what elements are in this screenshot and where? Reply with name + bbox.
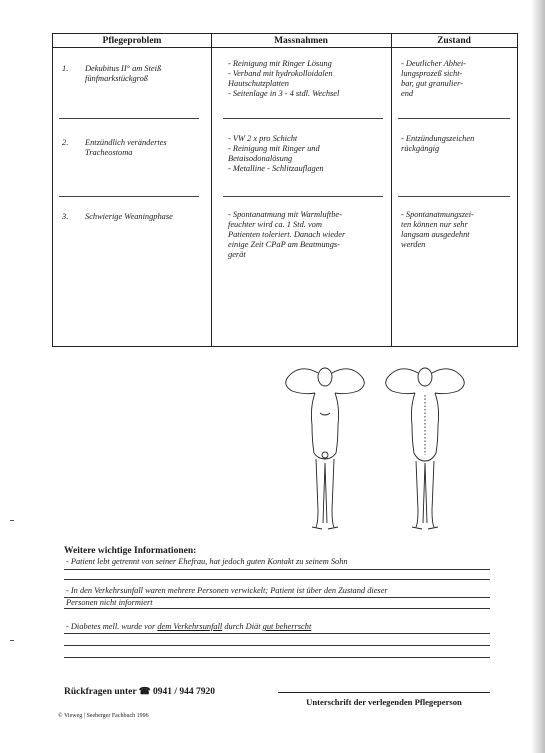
- ruled-line: [64, 633, 490, 634]
- row-separator: [223, 118, 383, 119]
- ruled-line: [64, 569, 490, 570]
- row-number: 3.: [62, 212, 69, 221]
- margin-mark: [10, 640, 14, 641]
- header-measures: Massnahmen: [274, 36, 328, 46]
- row-separator: [59, 196, 199, 197]
- info-line-3-text: durch Diät: [222, 622, 263, 631]
- measures-cell: - Spontanatmung mit Warmluftbe- feuchter wird ca. 1 Std. vom Patienten toleriert. Danach wieder einige Zeit CPaP am Beatmungs- gerät: [228, 210, 346, 259]
- problem-cell: Entzündlich verändertes Tracheostoma: [85, 138, 167, 157]
- ruled-line: [64, 608, 490, 609]
- table-column-divider: [211, 34, 212, 346]
- info-heading: Weitere wichtige Informationen:: [64, 546, 197, 556]
- row-number: 2.: [62, 138, 69, 147]
- body-outline-figure: [270, 355, 480, 535]
- underlined-phrase: gut beherrscht: [262, 622, 312, 631]
- body-diagram: [270, 355, 480, 535]
- back-body-outline: [386, 368, 465, 529]
- measures-cell: - Reinigung mit Ringer Lösung - Verband mit hydrokolloidalen Hautschutzplatten - Seitenlage in 3 - 4 stdl. Wechsel: [228, 59, 340, 98]
- status-cell: - Entzündungszeichen rückgängig: [401, 134, 475, 153]
- footer-credit: © Vieweg | Seeberger Fachbuch 1996: [58, 713, 149, 719]
- margin-mark: [10, 520, 14, 521]
- row-separator: [398, 196, 510, 197]
- ruled-line: [64, 579, 490, 580]
- care-plan-table: [52, 33, 518, 347]
- info-line-2: - In den Verkehrsunfall waren mehrere Personen verwickelt; Patient ist über den Zustand dieser: [66, 586, 388, 595]
- header-problem: Pflegeproblem: [102, 36, 162, 46]
- status-cell: - Deutlicher Abhei- lungsprozeß sicht- bar, gut granulier- end: [401, 59, 466, 98]
- row-number: 1.: [62, 64, 69, 73]
- ruled-line: [64, 657, 490, 658]
- row-separator: [223, 196, 383, 197]
- underlined-phrase: dem Verkehrsunfall: [157, 622, 223, 631]
- problem-cell: Schwierige Weaningphase: [85, 212, 173, 221]
- signature-label: Unterschrift der verlegenden Pflegeperson: [306, 697, 462, 707]
- info-line-2b: Personen nicht informiert: [66, 598, 153, 607]
- table-column-divider: [391, 34, 392, 346]
- info-line-1: - Patient lebt getrennt von seiner Ehefrau, hat jedoch guten Kontakt zu seinem Sohn: [66, 557, 348, 566]
- contact-phone: 0941 / 944 7920: [153, 687, 216, 697]
- info-line-3: [66, 622, 311, 631]
- header-status: Zustand: [437, 36, 471, 46]
- measures-cell: - VW 2 x pro Schicht - Reinigung mit Ringer und Betaisodonalösung - Metalline - Schlitzauflagen: [228, 134, 324, 173]
- info-line-3-text: - Diabetes mell. wurde vor: [66, 622, 158, 631]
- status-cell: - Spontanatmungszei- ten können nur sehr langsam ausgedehnt werden: [401, 210, 474, 249]
- ruled-line: [64, 645, 490, 646]
- telephone-icon: ☎: [138, 687, 151, 697]
- contact-line: [64, 686, 215, 697]
- problem-cell: Dekubitus II° am Steiß fünfmarkstückgroß: [85, 64, 162, 83]
- contact-label: Rückfragen unter: [64, 687, 137, 697]
- signature-line: [278, 692, 490, 693]
- row-separator: [59, 118, 199, 119]
- front-body-outline: [286, 368, 365, 529]
- table-header-divider: [53, 47, 517, 48]
- row-separator: [398, 118, 510, 119]
- page-edge-shadow: [531, 0, 545, 753]
